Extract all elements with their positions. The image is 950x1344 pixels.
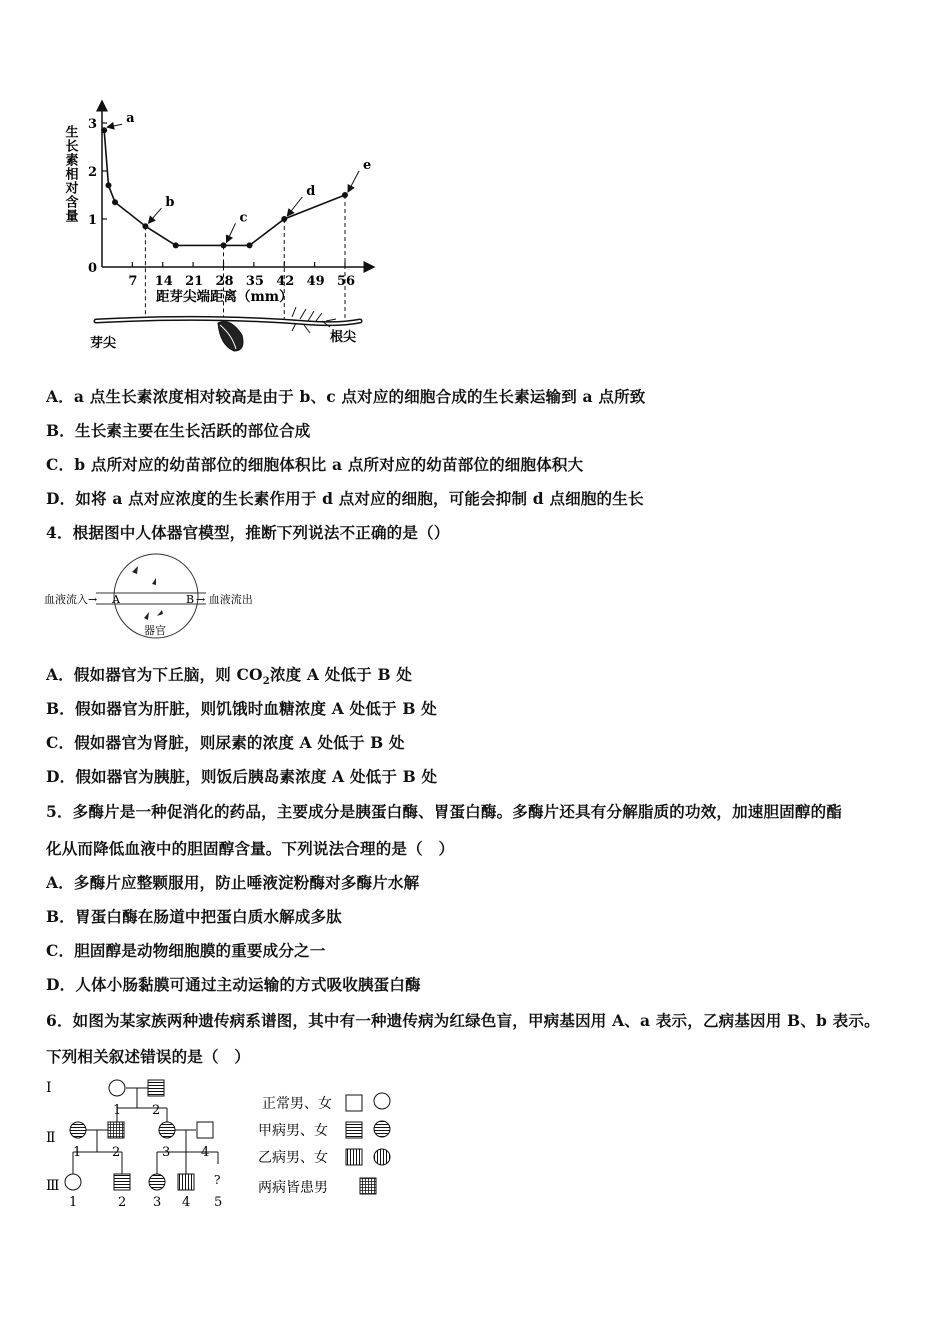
x-tick-label-49: 49 (306, 274, 325, 289)
auxin-chart (60, 95, 390, 360)
generation-II-label: Ⅱ (46, 1130, 56, 1146)
II-3-num: 3 (162, 1145, 171, 1160)
x-tick-label-35: 35 (245, 274, 264, 289)
legend-normal-male (346, 1095, 362, 1111)
blood-out-label: → 血液流出 (196, 593, 253, 606)
x-tick-label-42: 42 (276, 274, 295, 289)
q4-option-a: A．假如器官为下丘脑，则 $CO_2$浓度 A 处低于 B 处 (46, 665, 413, 688)
III-3-num: 3 (153, 1195, 162, 1210)
legend-jia-male (346, 1122, 362, 1138)
point-label-c: c (239, 210, 248, 226)
III-2-jia-male (114, 1174, 130, 1190)
point-label-b: b (165, 195, 175, 211)
q4-option-c: C．假如器官为肾脏，则尿素的浓度 A 处低于 B 处 (46, 733, 405, 752)
legend-jia: 甲病男、女 (258, 1123, 328, 1139)
q4-stem: 4．根据图中人体器官模型，推断下列说法不正确的是（） (46, 523, 450, 542)
II-1-jia-female (70, 1122, 86, 1138)
arrow-b (148, 208, 161, 223)
III-3-jia-female (149, 1174, 165, 1190)
generation-I-label: Ⅰ (46, 1080, 52, 1096)
legend-normal-female (374, 1093, 390, 1109)
III-5-num: 5 (214, 1195, 223, 1210)
point-label-d: d (306, 184, 316, 199)
q6-stem-line2: 下列相关叙述错误的是（ ） (46, 1047, 251, 1066)
organ-model-diagram (44, 552, 274, 644)
bud-tip-label: 芽尖 (90, 336, 117, 351)
q3-option-a: A．a 点生长素浓度相对较高是由于 b、c 点对应的细胞合成的生长素运输到 a 点所致 (46, 387, 646, 406)
I-1-normal-female (109, 1080, 125, 1096)
legend-yi-female (374, 1149, 390, 1165)
point-label-e: e (363, 158, 372, 173)
q5-option-a: A．多酶片应整颗服用，防止唾液淀粉酶对多酶片水解 (46, 873, 420, 892)
q5-stem-line2: 化从而降低血液中的胆固醇含量。下列说法合理的是（ ） (46, 839, 455, 858)
q5-option-d: D．人体小肠黏膜可通过主动运输的方式吸收胰蛋白酶 (46, 975, 421, 994)
x-tick-label-21: 21 (185, 274, 204, 289)
chart-xlabel: 距芽尖端距离（mm） (156, 289, 293, 305)
q3-option-d: D．如将 a 点对应浓度的生长素作用于 d 点对应的细胞，可能会抑制 d 点细胞的生长 (46, 489, 644, 508)
III-5-unknown: ? (214, 1173, 221, 1187)
III-1-num: 1 (69, 1195, 78, 1210)
I-2-num: 2 (152, 1103, 161, 1118)
x-tick-label-28: 28 (215, 274, 234, 289)
y-tick-label-1: 1 (88, 213, 98, 228)
III-2-num: 2 (118, 1195, 127, 1210)
III-1-normal-female (65, 1174, 81, 1190)
q6-stem-line1: 6．如图为某家族两种遗传病系谱图，其中有一种遗传病为红绿色盲，甲病基因用 A、a 表示，乙病基因用 B、b 表示。 (46, 1011, 880, 1030)
point-a-label: A (112, 593, 120, 606)
y-tick-label-0: 0 (88, 261, 98, 276)
q5-stem-line1: 5．多酶片是一种促消化的药品，主要成分是胰蛋白酶、胃蛋白酶。多酶片还具有分解脂质的功效，加速胆固醇的酯 (46, 802, 842, 821)
q3-option-c: C．b 点所对应的幼苗部位的细胞体积比 a 点所对应的幼苗部位的细胞体积大 (46, 455, 584, 474)
legend-normal: 正常男、女 (262, 1096, 332, 1112)
x-tick-label-14: 14 (154, 274, 173, 289)
II-3-jia-female (159, 1122, 175, 1138)
III-4-num: 4 (182, 1195, 191, 1210)
q4-option-b: B．假如器官为肝脏，则饥饿时血糖浓度 A 处低于 B 处 (46, 699, 437, 718)
generation-III-label: Ⅲ (46, 1178, 60, 1194)
II-1-num: 1 (73, 1145, 82, 1160)
II-2-num: 2 (112, 1145, 121, 1160)
legend-jia-female (374, 1121, 390, 1137)
arrow-c (227, 223, 236, 242)
point-b-label: B (186, 593, 195, 606)
x-tick-label-7: 7 (128, 274, 138, 289)
x-tick-label-56: 56 (337, 274, 356, 289)
q4-option-d: D．假如器官为胰脏，则饭后胰岛素浓度 A 处低于 B 处 (46, 767, 438, 786)
root-tip-label: 根尖 (330, 330, 357, 345)
q5-option-c: C．胆固醇是动物细胞膜的重要成分之一 (46, 941, 326, 960)
y-tick-label-2: 2 (88, 165, 98, 180)
III-4-yi-male (178, 1174, 194, 1190)
data-point-6 (247, 242, 253, 248)
II-2-both-male (108, 1122, 124, 1138)
organ-label: 器官 (144, 624, 166, 637)
chart-ylabel: 生长素相对含量 (62, 125, 78, 223)
pedigree-chart (40, 1072, 400, 1214)
I-2-jia-male (148, 1080, 164, 1096)
I-1-num: 1 (113, 1103, 122, 1118)
data-point-0 (101, 127, 107, 133)
legend-yi: 乙病男、女 (258, 1150, 328, 1166)
arrow-a (107, 124, 122, 127)
y-tick-label-3: 3 (88, 117, 98, 132)
data-point-4 (173, 242, 179, 248)
arrow-e (348, 171, 359, 192)
II-4-num: 4 (201, 1145, 210, 1160)
legend-both-male (360, 1178, 376, 1194)
seedling-drawing (96, 307, 360, 351)
legend-yi-male (346, 1149, 362, 1165)
point-label-a: a (126, 111, 135, 127)
II-4-normal-male (197, 1122, 213, 1138)
q5-option-b: B．胃蛋白酶在肠道中把蛋白质水解成多肽 (46, 907, 342, 926)
legend-both: 两病皆患男 (258, 1180, 328, 1196)
q3-option-b: B．生长素主要在生长活跃的部位合成 (46, 421, 311, 440)
data-point-2 (112, 199, 118, 205)
blood-in-label: 血液流入→ (44, 593, 98, 606)
data-point-1 (106, 182, 112, 188)
